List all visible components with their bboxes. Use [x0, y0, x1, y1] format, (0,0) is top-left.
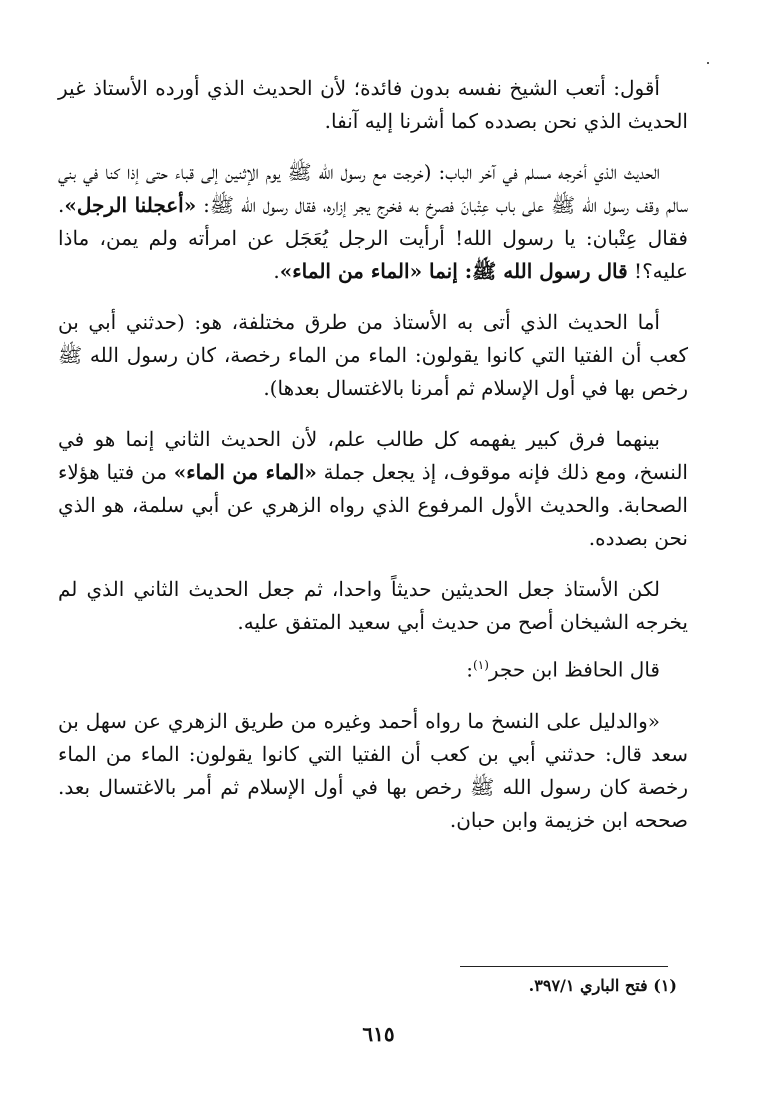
paragraph-2-text-c: . فقال عِتْبان: يا رسول الله! أرأيت الرجل يُعَجَل عن امرأته ولم يمن، ماذا عليه؟!: [58, 193, 688, 283]
paragraph-4-quote-bold: «الماء من الماء»: [173, 460, 317, 484]
paragraph-4-text-c: من فتيا هؤلاء الصحابة. والحديث الأول المرفوع الذي رواه الزهري عن أبي سلمة، هو الذي نحن بصدده.: [58, 460, 688, 550]
page-mark: [707, 62, 709, 64]
paragraph-2-answer-bold: قال رسول الله ﷺ: إنما «الماء من الماء»: [279, 259, 628, 283]
footnote-separator: [460, 966, 668, 967]
paragraph-7: «والدليل على النسخ ما رواه أحمد وغيره من طريق الزهري عن سهل بن سعد قال: حدثني أبي بن كعب أن الفتيا التي كانوا يقولون: الماء من الماء رخصة كان رسول الله ﷺ رخص بها في أول الإسلام ثم أمر بالاغتسال بعد. صححه ابن خزيمة وابن حبان.: [58, 708, 688, 832]
paragraph-6-text: قال الحافظ ابن حجر: [488, 657, 660, 682]
paragraph-3: أما الحديث الذي أتى به الأستاذ من طرق مختلفة، هو: (حدثني أبي بن كعب أن الفتيا التي كانوا يقولون: الماء من الماء رخصة، كان رسول الله ﷺ رخص بها في أول الإسلام ثم أمرنا بالاغتسال بعدها).: [58, 310, 689, 400]
paragraph-2-quote-bold: «أعجلنا الرجل»: [64, 193, 197, 217]
paragraph-4: [58, 423, 688, 555]
paragraph-6: [58, 649, 688, 687]
page-number: ٦١٥: [362, 1022, 395, 1046]
paragraph-2-text-a: الحديث الذي أخرجه مسلم في آخر الباب: (خرجت مع رسول الله ﷺ يوم الإثنين إلى قباء حتى إذا كنا في بني سالم وقف رسول الله ﷺ على باب عِتْبانَ فصرخ به فخرج يجر إزاره، فقال رسول الله ﷺ:: [58, 160, 688, 217]
footnote: (١) فتح الباري ٣٩٧/١.: [528, 976, 677, 995]
paragraph-2: [58, 156, 688, 288]
page-body: [58, 72, 688, 855]
footnote-reference[interactable]: (١): [473, 658, 489, 672]
paragraph-6-colon: :: [466, 657, 474, 682]
paragraph-2-text-e: .: [273, 259, 280, 283]
paragraph-1: أقول: أتعب الشيخ نفسه بدون فائدة؛ لأن الحديث الذي أورده الأستاذ غير الحديث الذي نحن بصدده كما أشرنا إليه آنفا.: [58, 76, 688, 133]
paragraph-5: لكن الأستاذ جعل الحديثين حديثاً واحدا، ثم جعل الحديث الثاني الذي لم يخرجه الشيخان أصح من حديث أبي سعيد المتفق عليه.: [58, 577, 688, 634]
paragraph-4-text-a: بينهما فرق كبير يفهمه كل طالب علم، لأن الحديث الثاني إنما هو في النسخ، ومع ذلك فإنه موقوف، إذ يجعل جملة: [58, 427, 688, 484]
